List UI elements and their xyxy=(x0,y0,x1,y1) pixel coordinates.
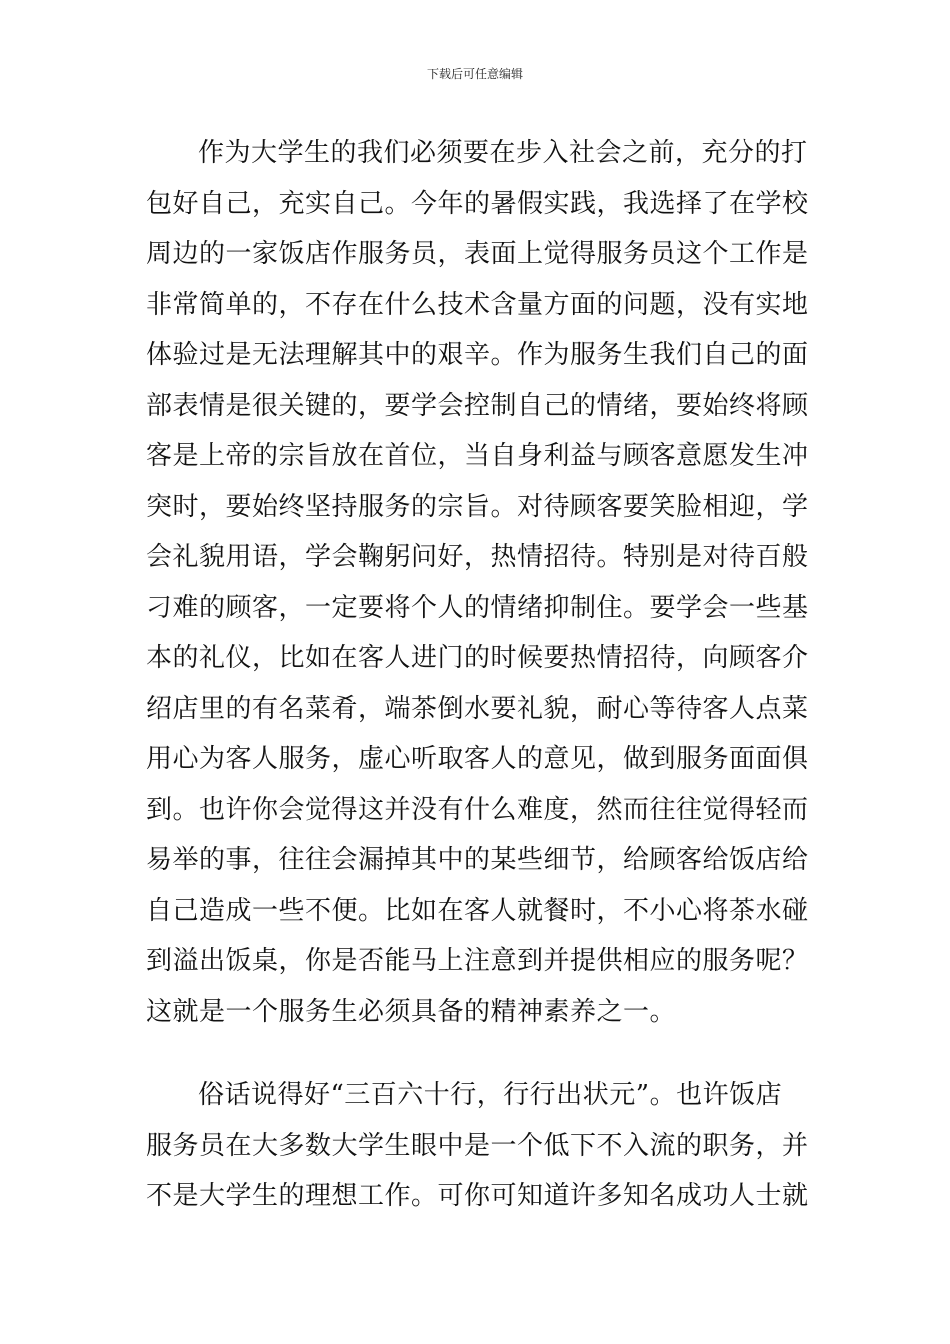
text-line: 周边的一家饭店作服务员，表面上觉得服务员这个工作是 xyxy=(146,239,809,269)
text-line: 绍店里的有名菜肴，端茶倒水要礼貌，耐心等待客人点菜 xyxy=(146,693,809,724)
text-line: 不是大学生的理想工作。可你可知道许多知名成功人士就 xyxy=(146,1181,809,1211)
text-line: 这就是一个服务生必须具备的精神素养之一。 xyxy=(146,996,677,1027)
text-line: 到溢出饭桌，你是否能马上注意到并提供相应的服务呢？ xyxy=(146,946,809,976)
text-line: 客是上帝的宗旨放在首位，当自身利益与顾客意愿发生冲 xyxy=(146,441,809,471)
text-line: 非常简单的，不存在什么技术含量方面的问题，没有实地 xyxy=(146,289,809,320)
text-line: 自己造成一些不便。比如在客人就餐时，不小心将茶水碰 xyxy=(146,895,809,926)
text-line: 包好自己，充实自己。今年的暑假实践，我选择了在学校 xyxy=(146,188,809,219)
text-line: 刁难的顾客，一定要将个人的情绪抑制住。要学会一些基 xyxy=(146,592,809,623)
text-line: 到。也许你会觉得这并没有什么难度，然而往往觉得轻而 xyxy=(146,794,809,825)
text-line: 部表情是很关键的，要学会控制自己的情绪，要始终将顾 xyxy=(146,390,809,421)
text-line: 易举的事，往往会漏掉其中的某些细节，给顾客给饭店给 xyxy=(146,845,809,875)
text-line: 作为大学生的我们必须要在步入社会之前，充分的打 xyxy=(198,138,808,168)
text-line: 会礼貌用语，学会鞠躬问好，热情招待。特别是对待百般 xyxy=(146,542,809,572)
paragraph-1 xyxy=(146,128,810,1037)
text-line: 突时，要始终坚持服务的宗旨。对待顾客要笑脸相迎，学 xyxy=(146,491,809,522)
text-line: 服务员在大多数大学生眼中是一个低下不入流的职务，并 xyxy=(146,1130,809,1161)
paragraph-2 xyxy=(146,1070,810,1222)
text-line: 本的礼仪，比如在客人进门的时候要热情招待，向顾客介 xyxy=(146,643,809,673)
text-line: 体验过是无法理解其中的艰辛。作为服务生我们自己的面 xyxy=(146,340,809,370)
text-line: 俗话说得好“三百六十行，行行出状元”。也许饭店 xyxy=(198,1080,783,1110)
page-header: 下载后可任意编辑 xyxy=(426,67,523,81)
text-line: 用心为客人服务，虚心听取客人的意见，做到服务面面俱 xyxy=(146,744,809,774)
